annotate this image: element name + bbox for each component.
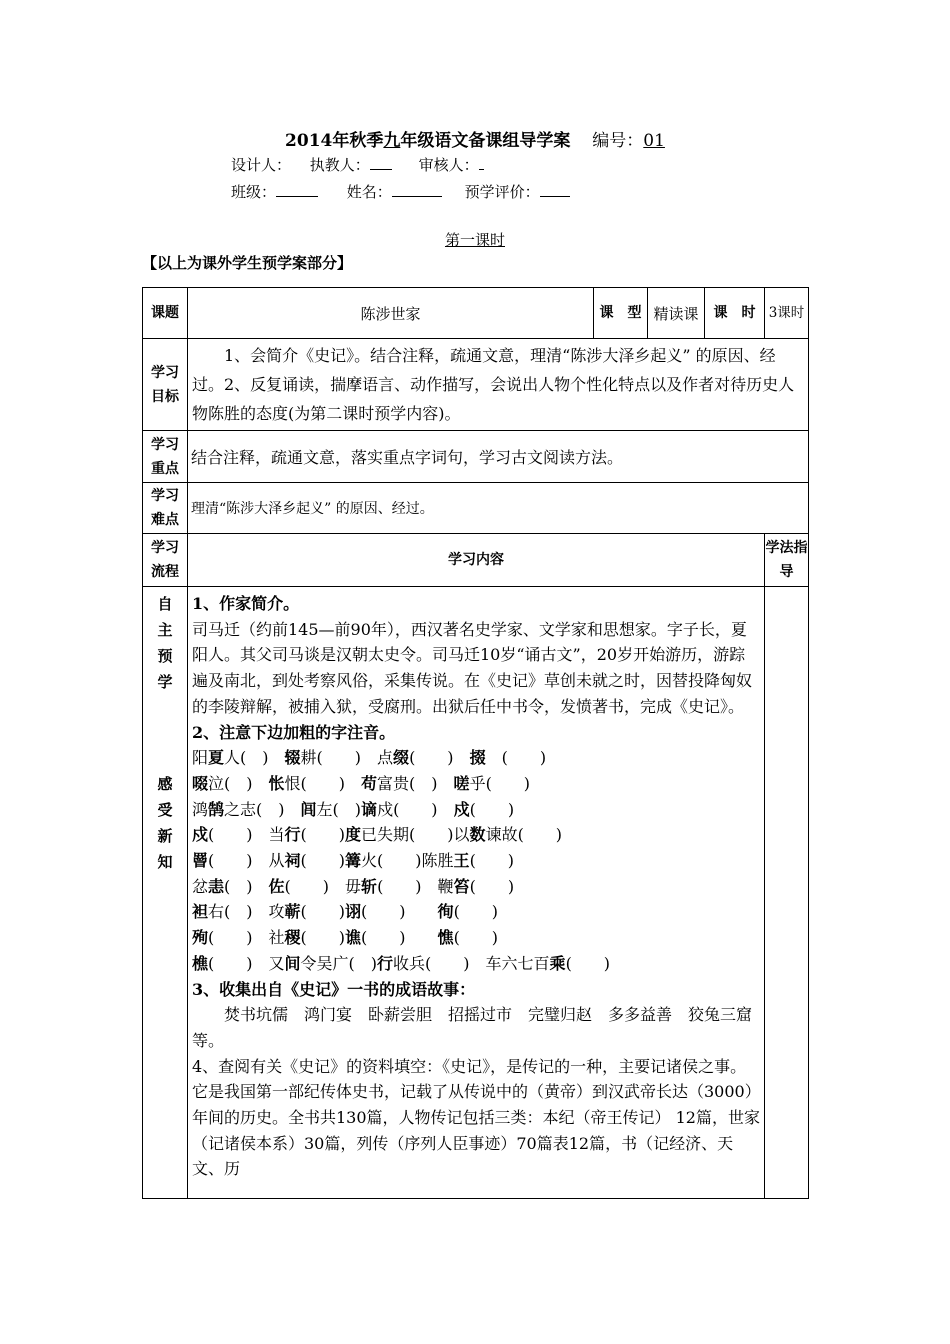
eval-label: 预学评价：: [464, 183, 540, 201]
goal-label: 学习目标: [143, 339, 188, 431]
number-value: 01: [643, 131, 665, 151]
study-content: [188, 587, 765, 1199]
bold-char: 掇: [469, 748, 486, 768]
pronunciation-heading: 2、注意下边加粗的字注音。: [192, 722, 396, 742]
bold-char: 戍: [192, 825, 209, 845]
bold-char: 间: [284, 953, 301, 973]
bold-char: 鹄: [208, 799, 225, 819]
bold-char: 篝: [345, 851, 362, 871]
idioms-text: 焚书坑儒 鸿门宴 卧薪尝胆 招摇过市 完璧归赵 多多益善 狡兔三窟等。: [192, 1005, 753, 1050]
row-text: 人( ): [224, 748, 285, 768]
meta-row-1: [231, 154, 498, 175]
row-text: 右( ) 攻: [208, 902, 285, 922]
row-text: 忿: [192, 876, 209, 896]
teacher-blank[interactable]: [370, 155, 392, 170]
bold-char: 斩: [361, 876, 378, 896]
author-intro-text: 司马迁（约前145—前90年），西汉著名史学家、文学家和思想家。字子长，夏阳人。其父司马谈是汉朝太史令。司马迁10岁“诵古文”，20岁开始游历，游踪遍及南北，到处考察风俗，采集传说。在《史记》草创未就之时，因替投降匈奴的李陵辩解，被捕入狱，受腐刑。出狱后任中书令，发愤著书，完成《史记》。: [192, 619, 753, 716]
bold-char: 徇: [437, 902, 454, 922]
bold-char: 罾: [192, 851, 209, 871]
study-guide-cell: [765, 587, 809, 1199]
side-label-self-study: 自主预学: [157, 595, 173, 691]
designer-label: 设计人：: [231, 156, 292, 174]
row-text: ( ): [453, 902, 499, 922]
bold-char: 闾: [300, 799, 317, 819]
type-label: 课 型: [594, 288, 648, 339]
row-text: 富贵( ): [377, 773, 454, 793]
teacher-label: 执教人：: [309, 156, 370, 174]
lesson-plan-table: [142, 287, 809, 1199]
bold-char: 行: [377, 953, 394, 973]
pronunciation-row: [192, 771, 760, 797]
row-text: 之志( ): [224, 799, 301, 819]
row-text: 谏故( ): [485, 825, 563, 845]
bold-char: 樵: [192, 953, 209, 973]
pronunciation-row: [192, 925, 760, 951]
bold-char: 度: [345, 825, 362, 845]
row-text: 泣( ): [208, 773, 269, 793]
pronunciation-row: [192, 797, 760, 823]
bold-char: 笞: [453, 876, 470, 896]
row-text: ( ): [469, 799, 515, 819]
focus-text: 结合注释，疏通文意，落实重点字词句，学习古文阅读方法。: [188, 431, 809, 483]
title-suffix: 年级语文备课组导学案: [400, 131, 571, 151]
idioms-heading: 3、收集出自《史记》一书的成语故事：: [192, 979, 476, 999]
bold-char: 谪: [361, 799, 378, 819]
row-text: 恨( ): [284, 773, 362, 793]
difficulty-label: 学习难点: [143, 483, 188, 534]
bold-char: 辍: [284, 748, 301, 768]
row-text: ( ) 当: [208, 825, 285, 845]
difficulty-text: 理清“陈涉大泽乡起义” 的原因、经过。: [188, 483, 809, 534]
topic-label: 课题: [143, 288, 188, 339]
class-blank[interactable]: [276, 182, 318, 197]
pronunciation-row: [192, 874, 760, 900]
row-text: 乎( ): [469, 773, 531, 793]
row-text: ( ): [300, 825, 346, 845]
title-prefix: 2014年秋季: [285, 131, 384, 151]
side-labels: [143, 587, 188, 1199]
class-label: 班级：: [231, 183, 277, 201]
hours-label: 课 时: [705, 288, 765, 339]
content-header: 学习内容: [188, 534, 765, 587]
row-text: ( ) 从: [208, 851, 285, 871]
document-title: [0, 126, 950, 151]
bold-char: 怅: [268, 773, 285, 793]
name-label: 姓名：: [346, 183, 392, 201]
focus-label: 学习重点: [143, 431, 188, 483]
row-text: ( ): [300, 902, 346, 922]
bold-char: 啜: [192, 773, 209, 793]
bold-char: 憔: [437, 928, 454, 948]
bold-char: 行: [284, 825, 301, 845]
row-text: 收兵( ) 车六七百: [393, 953, 550, 973]
difficulty-row: [143, 483, 809, 534]
bold-char: 恚: [208, 876, 225, 896]
lesson-label: 第一课时: [444, 231, 505, 249]
focus-row: [143, 431, 809, 483]
row-text: ( ): [469, 876, 515, 896]
shiji-info-text: 4、查阅有关《史记》的资料填空：《史记》，是传记的一种，主要记诸侯之事。它是我国第一部纪传体史书，记载了从传说中的（黄帝）到汉武帝长达（3000）年间的历史。全书共130篇，人物传记包括三类：本纪（帝王传记） 12篇，世家（记诸侯本系）30篇，列传（序列人臣事迹）70篇表12篇，书（记经济、天文、历: [192, 1056, 760, 1179]
row-text: ( ) 毋: [284, 876, 362, 896]
row-text: ( ) 又: [208, 953, 285, 973]
bold-char: 佐: [268, 876, 285, 896]
bold-char: 蕲: [284, 902, 301, 922]
reviewer-blank[interactable]: [479, 155, 484, 170]
row-text: 阳: [192, 748, 209, 768]
number-label: 编号：: [592, 131, 644, 151]
row-text: 左( ): [316, 799, 362, 819]
row-text: ( ): [565, 953, 611, 973]
pronunciation-row: [192, 745, 760, 771]
bold-char: 诩: [345, 902, 362, 922]
section-note: 【以上为课外学生预学案部分】: [142, 254, 353, 272]
row-text: ( ): [361, 902, 438, 922]
row-text: ( ): [361, 928, 438, 948]
bold-char: 袒: [192, 902, 209, 922]
bold-char: 稷: [284, 928, 301, 948]
meta-row-2: [231, 181, 584, 202]
row-text: 火( )陈胜: [361, 851, 454, 871]
topic-row: [143, 288, 809, 339]
row-text: 戍( ): [377, 799, 454, 819]
title-grade: 九: [383, 131, 401, 151]
bold-char: 殉: [192, 928, 209, 948]
guide-header: 学法指导: [765, 534, 809, 587]
reviewer-label: 审核人：: [418, 156, 479, 174]
bold-char: 嗟: [453, 773, 470, 793]
row-text: ( ) 鞭: [377, 876, 454, 896]
row-text: ( ): [485, 748, 547, 768]
bold-char: 数: [469, 825, 486, 845]
row-text: 耕( ) 点: [300, 748, 394, 768]
row-text: 鸿: [192, 799, 209, 819]
flow-label: 学习流程: [143, 534, 188, 587]
row-text: 令吴广( ): [300, 953, 378, 973]
row-text: ( ): [224, 876, 269, 896]
topic-value: 陈涉世家: [188, 288, 594, 339]
row-text: ( ) 社: [208, 928, 285, 948]
row-text: ( ): [453, 928, 499, 948]
goal-row: [143, 339, 809, 431]
bold-char: 苟: [361, 773, 378, 793]
pronunciation-row: [192, 899, 760, 925]
bold-char: 戍: [453, 799, 470, 819]
row-text: ( ): [300, 928, 346, 948]
bold-char: 夏: [208, 748, 225, 768]
row-text: 已失期( )以: [361, 825, 470, 845]
flow-header-row: [143, 534, 809, 587]
bold-char: 谯: [345, 928, 362, 948]
goal-text: 1、会简介《史记》。结合注释，疏通文意，理清“陈涉大泽乡起义” 的原因、经过。2、反复诵读，揣摩语言、动作描写，会说出人物个性化特点以及作者对待历史人物陈胜的态度(为第二课时预学内容)。: [188, 339, 809, 431]
eval-blank[interactable]: [540, 182, 570, 197]
bold-char: 祠: [284, 851, 301, 871]
author-intro-heading: 1、作家简介。: [192, 594, 300, 613]
row-text: ( ): [409, 748, 470, 768]
hours-value: 3课时: [765, 288, 809, 339]
bold-char: 乘: [549, 953, 566, 973]
row-text: ( ): [469, 851, 515, 871]
bold-char: 缀: [393, 748, 410, 768]
pronunciation-row: [192, 951, 760, 977]
name-blank[interactable]: [392, 182, 442, 197]
pronunciation-row: [192, 822, 760, 848]
pronunciation-list: [192, 745, 760, 976]
type-value: 精读课: [648, 288, 705, 339]
side-label-new-knowledge: 感受新知: [157, 775, 173, 871]
pronunciation-row: [192, 848, 760, 874]
row-text: ( ): [300, 851, 346, 871]
content-row: [143, 587, 809, 1199]
bold-char: 王: [453, 851, 470, 871]
